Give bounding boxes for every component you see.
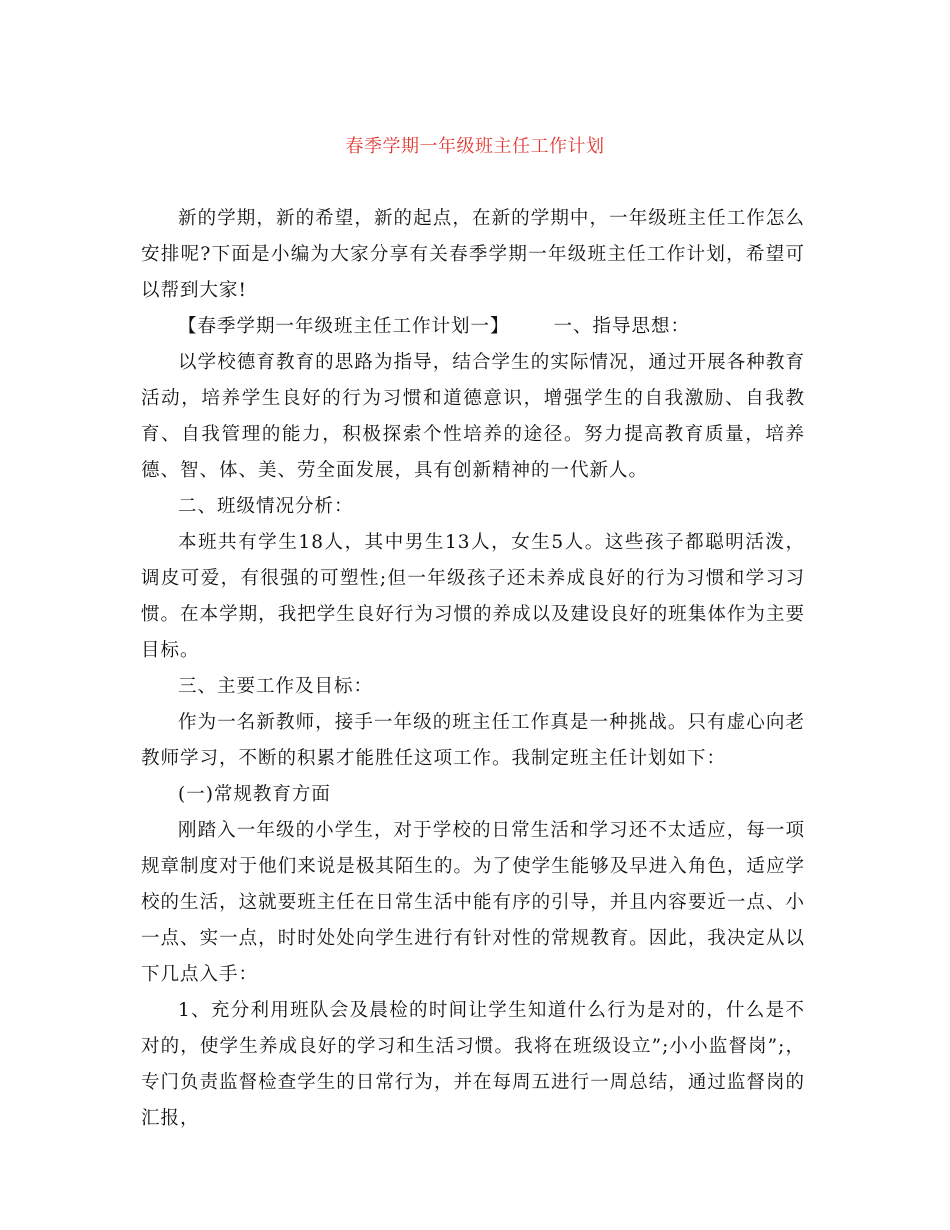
plan-heading-line xyxy=(141,309,805,345)
subsection1-heading: (一)常规教育方面 xyxy=(178,784,331,805)
section1-paragraph: 以学校德育教育的思路为指导，结合学生的实际情况，通过开展各种教育活动，培养学生良好的行为习惯和道德意识，增强学生的自我激励、自我教育、自我管理的能力，积极探索个性培养的途径。努力提高教育质量，培养德、智、体、美、劳全面发展，具有创新精神的一代新人。 xyxy=(141,352,805,481)
plan-heading: 【春季学期一年级班主任工作计划一】 xyxy=(178,316,510,337)
subsection1-paragraph: 刚踏入一年级的小学生，对于学校的日常生活和学习还不太适应，每一项规章制度对于他们来说是极其陌生的。为了使学生能够及早进入角色，适应学校的生活，这就要班主任在日常生活中能有序的引导，并且内容要近一点、小一点、实一点，时时处处向学生进行有针对性的常规教育。因此，我决定从以下几点入手： xyxy=(141,820,805,985)
intro-paragraph: 新的学期，新的希望，新的起点，在新的学期中，一年级班主任工作怎么安排呢?下面是小编为大家分享有关春季学期一年级班主任工作计划，希望可以帮到大家! xyxy=(141,208,805,301)
item1-paragraph: 1、充分利用班队会及晨检的时间让学生知道什么行为是对的，什么是不对的，使学生养成良好的学习和生活习惯。我将在班级设立”;小小监督岗”;，专门负责监督检查学生的日常行为，并在每周五进行一周总结，通过监督岗的汇报， xyxy=(141,1000,805,1129)
document-body xyxy=(141,201,805,1137)
section3-paragraph: 作为一名新教师，接手一年级的班主任工作真是一种挑战。只有虚心向老教师学习，不断的积累才能胜任这项工作。我制定班主任计划如下： xyxy=(141,712,805,769)
section1-heading: 一、指导思想： xyxy=(553,316,691,337)
section2-heading: 二、班级情况分析： xyxy=(178,496,354,517)
section2-paragraph: 本班共有学生18人，其中男生13人，女生5人。这些孩子都聪明活泼，调皮可爱，有很强的可塑性;但一年级孩子还未养成良好的行为习惯和学习习惯。在本学期，我把学生良好行为习惯的养成以及建设良好的班集体作为主要目标。 xyxy=(141,532,805,661)
section3-heading: 三、主要工作及目标： xyxy=(178,676,374,697)
document-title: 春季学期一年级班主任工作计划 xyxy=(345,136,605,157)
